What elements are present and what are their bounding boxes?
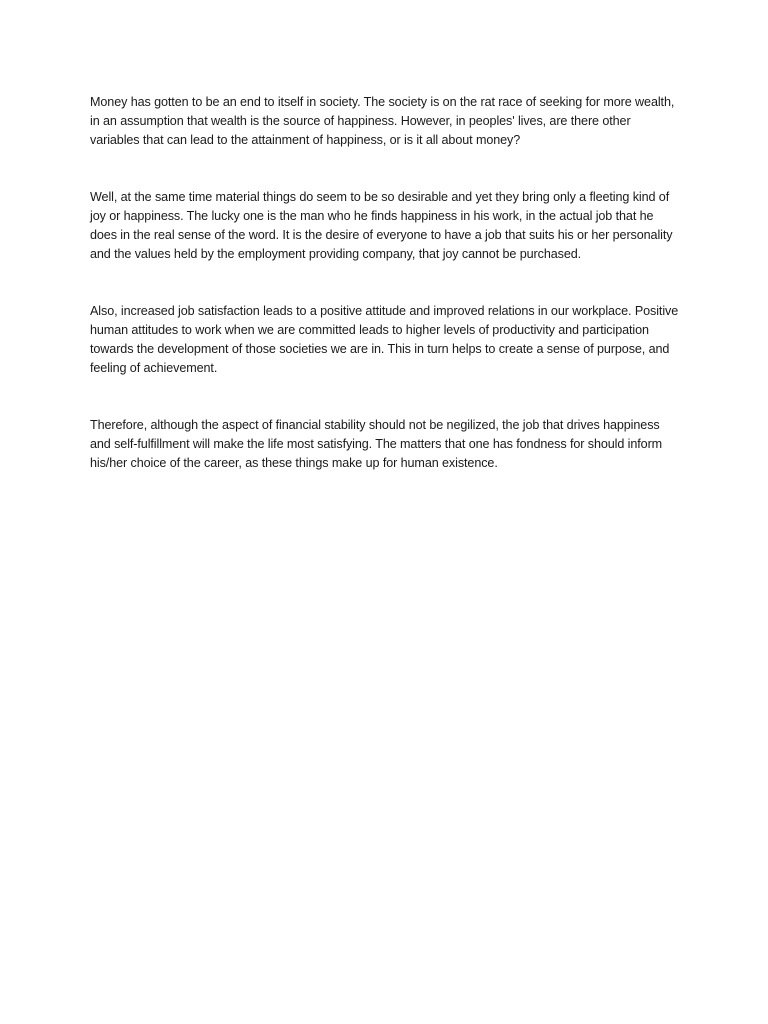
- paragraph-1: Money has gotten to be an end to itself in society. The society is on the rat race of seeking for more wealth, in an assumption that wealth is the source of happiness. However, in peoples' lives, are there other variables that can lead to the attainment of happiness, or is it all about money?: [90, 95, 675, 147]
- paragraph-4: Therefore, although the aspect of financial stability should not be negilized, the job that drives happiness and self-fulfillment will make the life most satisfying. The matters that one has fondness for should inform his/her choice of the career, as these things make up for human existence.: [90, 418, 663, 470]
- document-body: [90, 93, 680, 511]
- paragraph-2: Well, at the same time material things do seem to be so desirable and yet they bring only a fleeting kind of joy or happiness. The lucky one is the man who he finds happiness in his work, in the actual job that he does in the real sense of the word. It is the desire of everyone to have a job that suits his or her personality and the values held by the employment providing company, that joy cannot be purchased.: [90, 190, 673, 261]
- paragraph-3: Also, increased job satisfaction leads to a positive attitude and improved relations in our workplace. Positive human attitudes to work when we are committed leads to higher levels of productivity and participation towards the development of those societies we are in. This in turn helps to create a sense of purpose, and feeling of achievement.: [90, 304, 679, 375]
